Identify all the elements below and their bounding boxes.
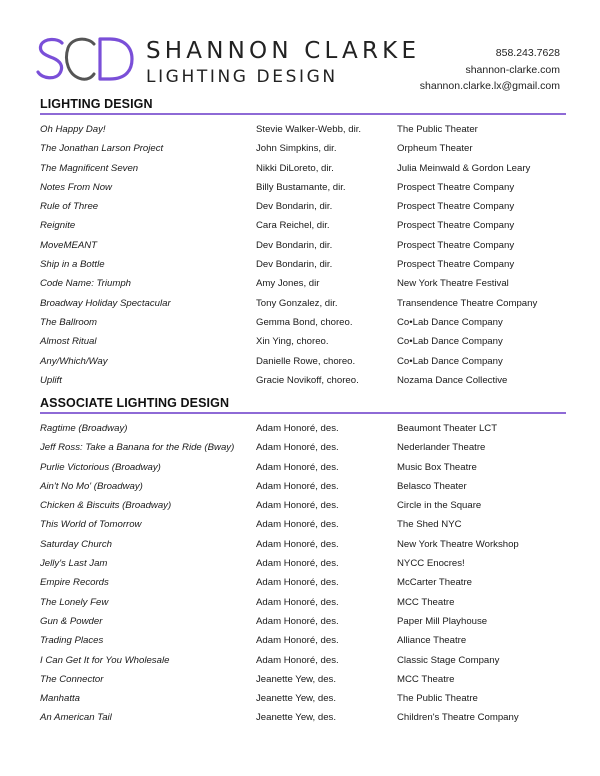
credit-row <box>40 573 566 592</box>
director-or-designer: Adam Honoré, des. <box>256 615 339 627</box>
credit-row <box>40 274 566 293</box>
director-or-designer: Jeanette Yew, des. <box>256 673 337 685</box>
credit-row <box>40 477 566 496</box>
credit-row <box>40 294 566 313</box>
venue-or-company: New York Theatre Festival <box>397 278 509 290</box>
lighting-design-list <box>40 120 566 390</box>
production-title: Manhatta <box>40 693 81 705</box>
production-title: Reignite <box>40 220 76 232</box>
director-or-designer: Adam Honoré, des. <box>256 654 339 666</box>
email: shannon.clarke.lx@gmail.com <box>419 80 560 92</box>
associate-lighting-design-section <box>40 396 566 728</box>
production-title: Chicken & Biscuits (Broadway) <box>40 500 172 512</box>
venue-or-company: The Public Theatre <box>397 693 478 705</box>
director-or-designer: Jeanette Yew, des. <box>256 693 337 705</box>
director-or-designer: Dev Bondarin, dir. <box>256 239 333 251</box>
credit-row <box>40 178 566 197</box>
venue-or-company: Nederlander Theatre <box>397 442 486 454</box>
credit-row <box>40 216 566 235</box>
production-title: Empire Records <box>40 577 109 589</box>
director-or-designer: Tony Gonzalez, dir. <box>256 297 338 309</box>
production-title: Ship in a Bottle <box>40 259 105 271</box>
venue-or-company: Co•Lab Dance Company <box>397 316 503 328</box>
production-title: This World of Tomorrow <box>40 519 142 531</box>
credit-row <box>40 593 566 612</box>
credit-row <box>40 554 566 573</box>
director-or-designer: Adam Honoré, des. <box>256 519 339 531</box>
associate-lighting-design-list <box>40 419 566 728</box>
director-or-designer: Stevie Walker-Webb, dir. <box>256 124 362 135</box>
venue-or-company: McCarter Theatre <box>397 577 472 589</box>
credit-row <box>40 458 566 477</box>
director-or-designer: Adam Honoré, des. <box>256 558 339 570</box>
production-title: Jeff Ross: Take a Banana for the Ride (Bway) <box>40 442 235 454</box>
credit-row <box>40 197 566 216</box>
venue-or-company: New York Theatre Workshop <box>397 538 519 550</box>
credit-row <box>40 419 566 438</box>
director-or-designer: Gemma Bond, choreo. <box>256 316 353 328</box>
credit-row <box>40 496 566 515</box>
venue-or-company: Beaumont Theater LCT <box>397 423 498 434</box>
credit-row <box>40 159 566 178</box>
director-or-designer: Adam Honoré, des. <box>256 480 339 492</box>
venue-or-company: Alliance Theatre <box>397 635 467 647</box>
designer-subtitle: LIGHTING DESIGN <box>146 67 338 87</box>
director-or-designer: Billy Bustamante, dir. <box>256 181 346 193</box>
logo <box>36 36 136 82</box>
credit-row <box>40 708 566 727</box>
director-or-designer: Adam Honoré, des. <box>256 596 339 608</box>
director-or-designer: Jeanette Yew, des. <box>256 712 337 724</box>
credit-row <box>40 612 566 631</box>
credit-row <box>40 352 566 371</box>
venue-or-company: Prospect Theatre Company <box>397 239 515 251</box>
credit-row <box>40 371 566 390</box>
credit-row <box>40 438 566 457</box>
venue-or-company: Belasco Theater <box>397 480 467 492</box>
venue-or-company: Children's Theatre Company <box>397 712 519 724</box>
production-title: The Jonathan Larson Project <box>40 143 164 155</box>
production-title: Jelly's Last Jam <box>40 558 108 570</box>
venue-or-company: Julia Meinwald & Gordon Leary <box>397 162 531 174</box>
director-or-designer: Adam Honoré, des. <box>256 461 339 473</box>
designer-name: SHANNON CLARKE <box>146 38 421 64</box>
production-title: Trading Places <box>40 635 104 647</box>
director-or-designer: Adam Honoré, des. <box>256 538 339 550</box>
production-title: MoveMEANT <box>40 239 98 251</box>
director-or-designer: Cara Reichel, dir. <box>256 220 330 232</box>
production-title: The Lonely Few <box>40 596 109 608</box>
director-or-designer: John Simpkins, dir. <box>256 143 337 155</box>
venue-or-company: NYCC Enocres! <box>397 558 465 570</box>
credit-row <box>40 670 566 689</box>
production-title: Notes From Now <box>40 181 112 193</box>
production-title: The Magnificent Seven <box>40 162 139 174</box>
production-title: Purlie Victorious (Broadway) <box>40 461 161 473</box>
director-or-designer: Dev Bondarin, dir. <box>256 201 333 213</box>
venue-or-company: Co•Lab Dance Company <box>397 336 503 348</box>
credit-row <box>40 120 566 139</box>
director-or-designer: Nikki DiLoreto, dir. <box>256 162 334 174</box>
venue-or-company: MCC Theatre <box>397 673 455 685</box>
production-title: Code Name: Triumph <box>40 278 131 290</box>
section-title: LIGHTING DESIGN <box>40 97 566 115</box>
venue-or-company: Nozama Dance Collective <box>397 374 508 386</box>
production-title: The Ballroom <box>40 316 98 328</box>
venue-or-company: Orpheum Theater <box>397 143 473 155</box>
credit-row <box>40 313 566 332</box>
production-title: I Can Get It for You Wholesale <box>40 654 170 666</box>
production-title: Almost Ritual <box>40 336 97 348</box>
production-title: Ragtime (Broadway) <box>40 423 128 434</box>
credit-row <box>40 515 566 534</box>
venue-or-company: The Shed NYC <box>397 519 462 531</box>
production-title: Gun & Powder <box>40 615 103 627</box>
contact-block <box>420 45 560 95</box>
production-title: An American Tail <box>40 712 112 724</box>
director-or-designer: Adam Honoré, des. <box>256 577 339 589</box>
credit-row <box>40 651 566 670</box>
director-or-designer: Adam Honoré, des. <box>256 442 339 454</box>
venue-or-company: Classic Stage Company <box>397 654 500 666</box>
credit-row <box>40 535 566 554</box>
venue-or-company: Music Box Theatre <box>397 461 477 473</box>
venue-or-company: Prospect Theatre Company <box>397 201 515 213</box>
venue-or-company: Prospect Theatre Company <box>397 259 515 271</box>
production-title: Saturday Church <box>40 538 112 550</box>
production-title: Broadway Holiday Spectacular <box>40 297 171 309</box>
credit-row <box>40 631 566 650</box>
venue-or-company: Prospect Theatre Company <box>397 181 515 193</box>
credit-row <box>40 236 566 255</box>
director-or-designer: Adam Honoré, des. <box>256 423 339 434</box>
production-title: Any/Which/Way <box>40 355 108 367</box>
credit-row <box>40 689 566 708</box>
scd-monogram-icon <box>36 36 136 82</box>
production-title: Oh Happy Day! <box>40 124 106 135</box>
credit-row <box>40 332 566 351</box>
lighting-design-section <box>40 97 566 390</box>
director-or-designer: Gracie Novikoff, choreo. <box>256 374 359 386</box>
venue-or-company: Paper Mill Playhouse <box>397 615 488 627</box>
venue-or-company: The Public Theater <box>397 124 478 135</box>
director-or-designer: Xin Ying, choreo. <box>256 336 329 348</box>
production-title: Uplift <box>40 374 62 386</box>
website: shannon-clarke.com <box>465 63 560 76</box>
director-or-designer: Dev Bondarin, dir. <box>256 259 333 271</box>
venue-or-company: Co•Lab Dance Company <box>397 355 503 367</box>
director-or-designer: Danielle Rowe, choreo. <box>256 355 356 367</box>
director-or-designer: Adam Honoré, des. <box>256 635 339 647</box>
production-title: Ain't No Mo' (Broadway) <box>40 480 143 492</box>
venue-or-company: Circle in the Square <box>397 500 482 512</box>
credit-row <box>40 255 566 274</box>
production-title: Rule of Three <box>40 201 99 213</box>
venue-or-company: Transendence Theatre Company <box>397 297 538 309</box>
section-title: ASSOCIATE LIGHTING DESIGN <box>40 396 566 414</box>
venue-or-company: MCC Theatre <box>397 596 455 608</box>
phone: 858.243.7628 <box>495 47 560 59</box>
director-or-designer: Amy Jones, dir <box>256 278 320 290</box>
credit-row <box>40 139 566 158</box>
production-title: The Connector <box>40 673 104 685</box>
director-or-designer: Adam Honoré, des. <box>256 500 339 512</box>
venue-or-company: Prospect Theatre Company <box>397 220 515 232</box>
